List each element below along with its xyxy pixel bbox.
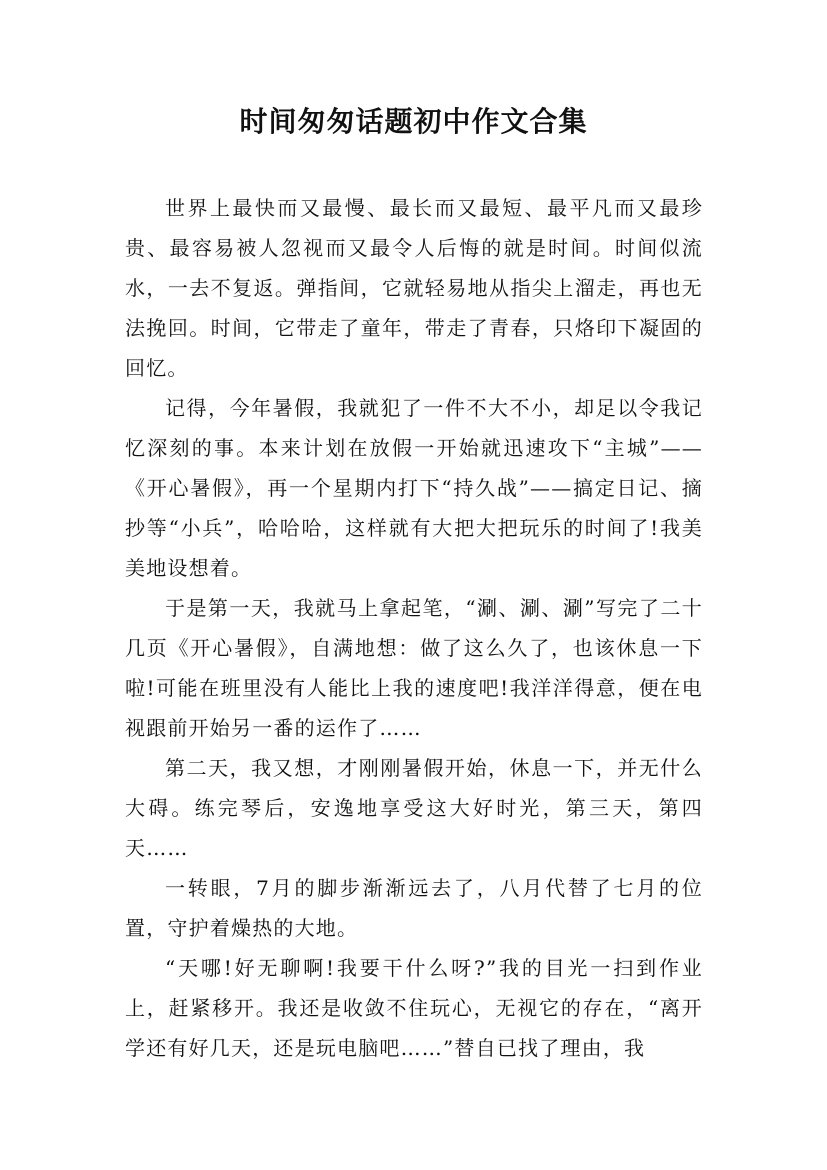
document-title: 时间匆匆话题初中作文合集 [239,105,588,138]
paragraph-5: 一转眼，7月的脚步渐渐远去了，八月代替了七月的位置，守护着燥热的大地。 [125,876,703,940]
paragraph-1: 世界上最快而又最慢、最长而又最短、最平凡而又最珍贵、最容易被人忽视而又最令人后悔的就是时间。时间似流水，一去不复返。弹指间，它就轻易地从指尖上溜走，再也无法挽回。时间，它带走了童年，带走了青春，只烙印下凝固的回忆。 [125,196,703,380]
paragraph-4: 第二天，我又想，才刚刚暑假开始，休息一下，并无什么大碍。练完琴后，安逸地享受这大好时光，第三天，第四天…… [125,756,703,860]
paragraph-6: “天哪!好无聊啊!我要干什么呀?”我的目光一扫到作业上，赶紧移开。我还是收敛不住玩心，无视它的存在，“离开学还有好几天，还是玩电脑吧……”替自已找了理由，我 [125,956,703,1060]
paragraph-3: 于是第一天，我就马上拿起笔，“涮、涮、涮”写完了二十几页《开心暑假》，自满地想：做了这么久了，也该休息一下啦!可能在班里没有人能比上我的速度吧!我洋洋得意，便在电视跟前开始另一番的运作了…… [125,596,703,740]
paragraph-2: 记得，今年暑假，我就犯了一件不大不小，却足以令我记忆深刻的事。本来计划在放假一开始就迅速攻下“主城”——《开心暑假》，再一个星期内打下“持久战”——搞定日记、摘抄等“小兵”，哈哈哈，这样就有大把大把玩乐的时间了!我美美地设想着。 [125,396,703,580]
document-body [125,188,703,1068]
